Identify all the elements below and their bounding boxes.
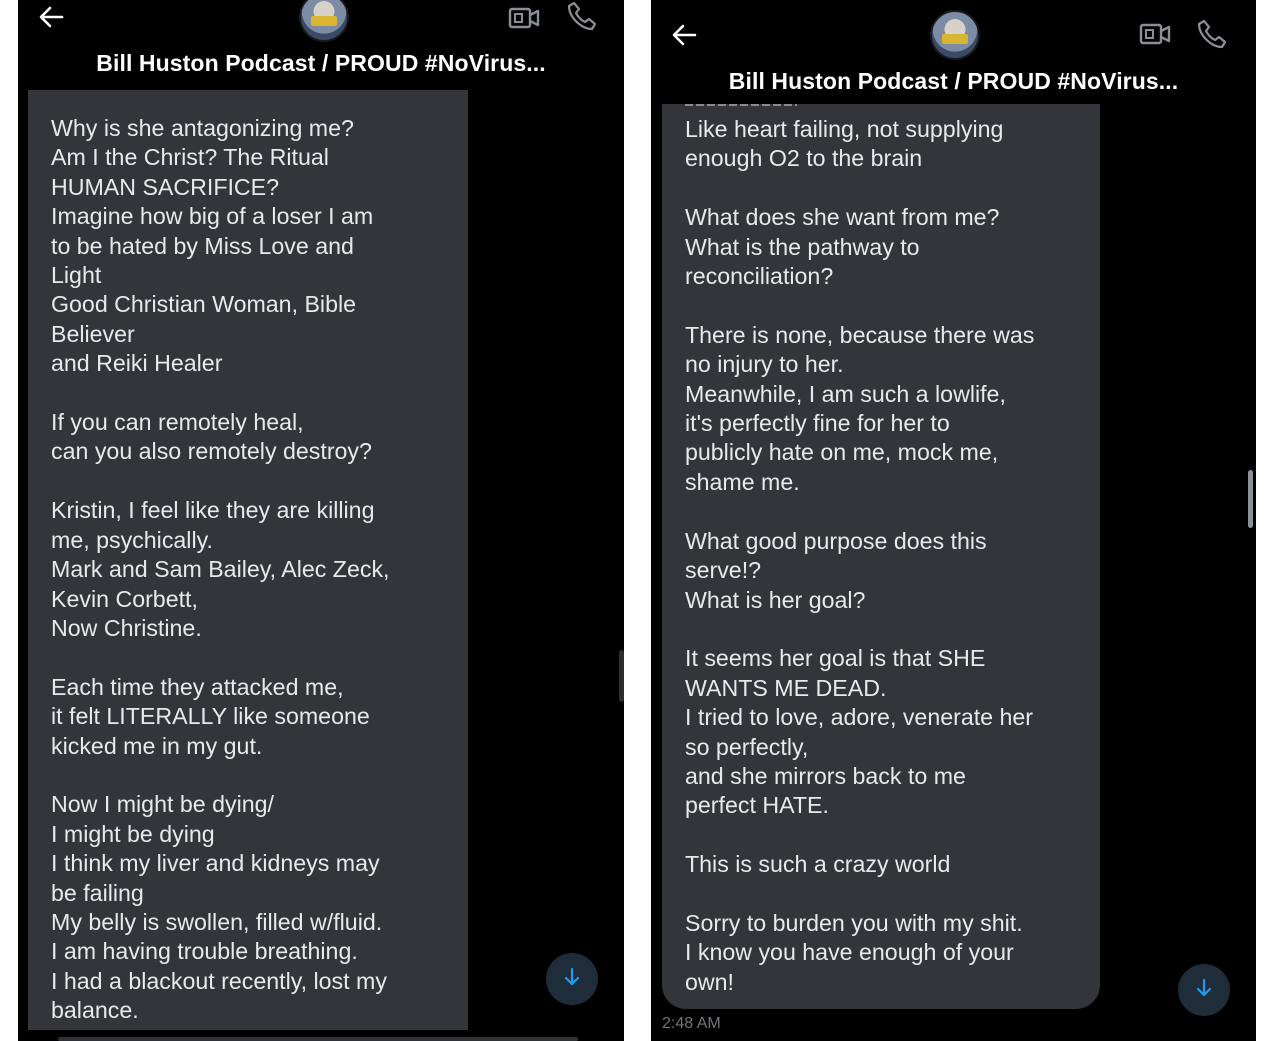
- arrow-down-icon: [561, 966, 583, 993]
- left-chat-screenshot: [18, 0, 624, 1041]
- message-timestamp: 2:48 AM: [662, 1015, 721, 1032]
- chat-title[interactable]: Bill Huston Podcast / PROUD #NoVirus...: [96, 50, 546, 76]
- avatar[interactable]: [299, 0, 349, 42]
- chat-header: [651, 0, 1256, 104]
- scrollbar[interactable]: [619, 650, 624, 702]
- scroll-to-bottom-button[interactable]: [1178, 964, 1230, 1016]
- arrow-down-icon: [1193, 977, 1215, 1004]
- right-chat-screenshot: [651, 0, 1256, 1041]
- arrow-left-icon[interactable]: [36, 2, 66, 32]
- avatar[interactable]: [930, 10, 980, 60]
- scrollbar[interactable]: [1248, 470, 1253, 528]
- video-camera-icon[interactable]: [508, 2, 540, 34]
- arrow-left-icon[interactable]: [669, 20, 699, 50]
- chat-header: [18, 0, 624, 88]
- chat-title[interactable]: Bill Huston Podcast / PROUD #NoVirus...: [728, 68, 1179, 94]
- home-indicator: [58, 1037, 578, 1041]
- phone-icon[interactable]: [1196, 18, 1228, 50]
- message-bubble: Why is she antagonizing me? Am I the Christ? The Ritual HUMAN SACRIFICE? Imagine how big of a loser I am to be hated by Miss Love and Light Good Christian Woman, Bible Believer and Reiki Healer If you can remotely heal, can you also remotely destroy? Kristin, I feel like they are killing me, psychically. Mark and Sam Bailey, Alec Zeck, Kevin Corbett, Now Christine. Each time they attacked me, it felt LITERALLY like someone kicked me in my gut. Now I might be dying/ I might be dying I think my liver and kidneys may be failing My belly is swollen, filled w/fluid. I am having trouble breathing. I had a blackout recently, lost my balance.: [28, 90, 468, 1030]
- video-camera-icon[interactable]: [1139, 18, 1171, 50]
- message-bubble: Like heart failing, not supplying enough O2 to the brain What does she want from me? What is the pathway to reconciliation? There is none, because there was no injury to her. Meanwhile, I am such a lowlife, it's perfectly fine for her to publicly hate on me, mock me, shame me. What good purpose does this serve!? What is her goal? It seems her goal is that SHE WANTS ME DEAD. I tried to love, adore, venerate her so perfectly, and she mirrors back to me perfect HATE. This is such a crazy world Sorry to burden you with my shit. I know you have enough of your own!: [662, 100, 1100, 1009]
- phone-icon[interactable]: [566, 0, 598, 32]
- scroll-to-bottom-button[interactable]: [546, 953, 598, 1005]
